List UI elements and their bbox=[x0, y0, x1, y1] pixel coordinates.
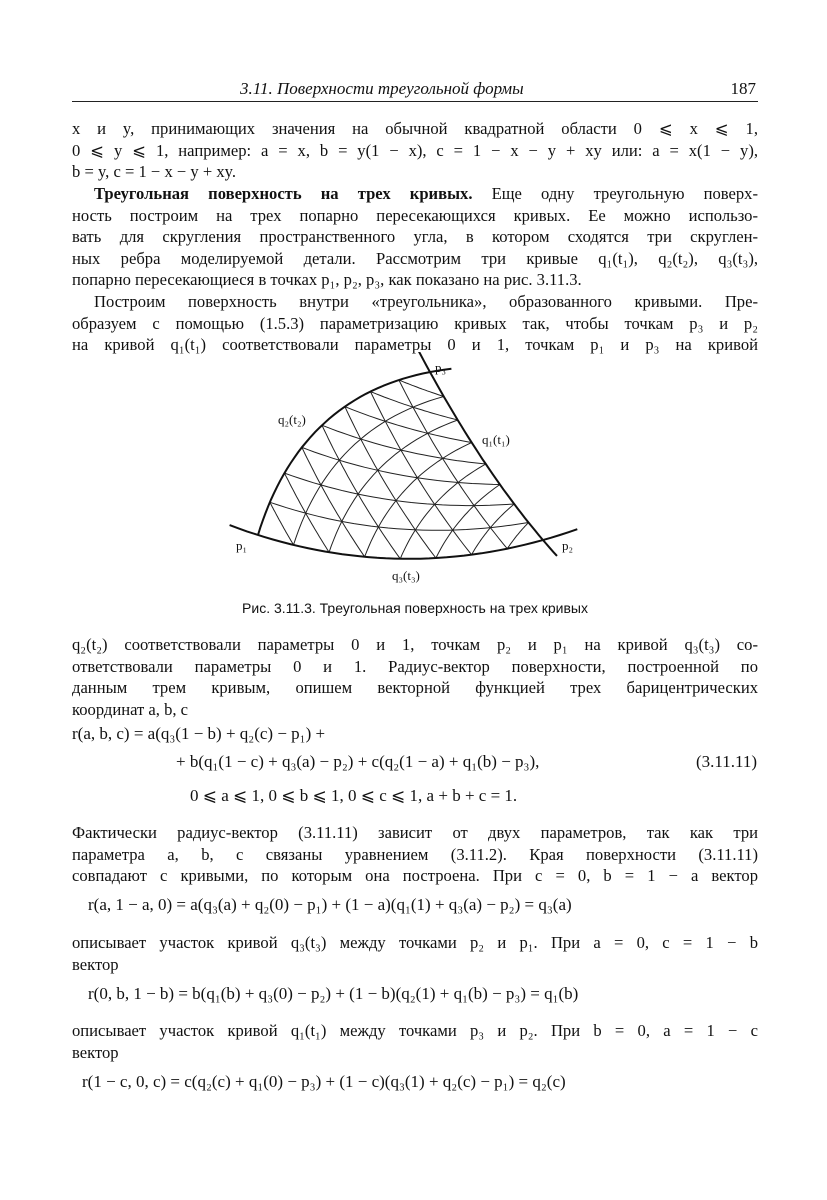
text-line: ответствовали параметры 0 и 1. Радиус-вектор поверхности, построенной по bbox=[72, 656, 758, 676]
page-number: 187 bbox=[730, 79, 756, 98]
text-line: q₂(t₂) соответствовали параметры 0 и 1, точкам p₂ и p₁ на кривой q₃(t₃) со- bbox=[72, 635, 758, 654]
equation-edge-q3: r(a, 1 − a, 0) = a(q₃(a) + q₂(0) − p₁) + (1 − a)(q₁(1) + q₃(a) − p₂) = q₃(a) bbox=[88, 895, 572, 914]
curve-q3 bbox=[230, 525, 578, 559]
label-p1: p₁ bbox=[236, 538, 248, 553]
section-title: 3.11. Поверхности треугольной формы bbox=[240, 79, 524, 98]
label-p3: p₃ bbox=[435, 360, 447, 375]
text-line: ных ребра моделируемой детали. Рассмотрим три кривые q₁(t₁), q₂(t₂), q₃(t₃), bbox=[72, 248, 758, 268]
iso-line-c bbox=[302, 447, 500, 484]
subsection-heading: Треугольная поверхность на трех кривых. bbox=[94, 184, 473, 203]
text-line: b = y, c = 1 − x − y + xy. bbox=[72, 162, 237, 182]
paragraph-intro bbox=[72, 118, 758, 183]
label-q3: q₃(t₃) bbox=[392, 568, 420, 583]
paragraph-triangular-surface bbox=[72, 183, 758, 291]
iso-line-b bbox=[294, 397, 444, 545]
label-p2: p₂ bbox=[562, 538, 574, 553]
iso-line-c bbox=[371, 392, 458, 420]
text-line: совпадают с кривыми, по которым она построена. При c = 0, b = 1 − a вектор bbox=[72, 866, 758, 886]
curve-q1 bbox=[417, 352, 557, 556]
text-line: данным трем кривым, опишем векторной функцией трех барицентрических bbox=[72, 678, 758, 698]
label-q2: q₂(t₂) bbox=[278, 412, 306, 427]
label-q1: q₁(t₁) bbox=[482, 432, 510, 447]
paragraph-construction bbox=[72, 291, 758, 356]
text-line: 0 ⩽ y ⩽ 1, например: a = x, b = y(1 − x), c = 1 − x − y + xy или: a = x(1 − y), bbox=[72, 140, 758, 160]
equation-3-11-11-constraints: 0 ⩽ a ⩽ 1, 0 ⩽ b ⩽ 1, 0 ⩽ c ⩽ 1, a + b + c = 1. bbox=[190, 786, 518, 805]
text-line: на кривой q₁(t₁) соответствовали параметры 0 и 1, точкам p₁ и p₃ на кривой bbox=[72, 335, 758, 355]
text-line: вектор bbox=[72, 1042, 119, 1062]
figure-3-11-3 bbox=[220, 352, 610, 592]
running-header bbox=[72, 79, 758, 102]
paragraph-edges bbox=[72, 822, 758, 887]
equation-3-11-11-line1: r(a, b, c) = a(q₃(1 − b) + q₂(c) − p₁) + bbox=[72, 724, 326, 743]
figure-caption: Рис. 3.11.3. Треугольная поверхность на трех кривых bbox=[242, 600, 588, 616]
text-line: x и y, принимающих значения на обычной квадратной области 0 ⩽ x ⩽ 1, bbox=[72, 119, 758, 138]
triangular-surface-diagram bbox=[220, 352, 610, 592]
paragraph-edge-q1 bbox=[72, 1020, 758, 1063]
text-line: ность построим на трех попарно пересекающихся кривых. Ее можно использо- bbox=[72, 205, 758, 225]
text-line: Построим поверхность внутри «треугольника», образованного кривыми. Пре- bbox=[94, 292, 758, 311]
text-line: Треугольная поверхность на трех кривых. Еще одну треугольную поверх- bbox=[94, 184, 758, 203]
equation-3-11-11-line2: + b(q₁(1 − c) + q₃(a) − p₂) + c(q₂(1 − a) + q₁(b) − p₃), bbox=[176, 752, 540, 771]
equation-number: (3.11.11) bbox=[695, 752, 757, 771]
iso-line-c bbox=[322, 425, 486, 464]
text-line: параметра a, b, c связаны уравнением (3.11.2). Края поверхности (3.11.11) bbox=[72, 844, 758, 864]
text-line: образуем с помощью (1.5.3) параметризацию кривых так, чтобы точкам p₃ и p₂ bbox=[72, 313, 758, 333]
text-line: вектор bbox=[72, 954, 119, 974]
text-line: попарно пересекающиеся в точках p₁, p₂, p₃, как показано на рис. 3.11.3. bbox=[72, 270, 582, 290]
text-line: описывает участок кривой q₃(t₃) между точками p₂ и p₁. При a = 0, c = 1 − b bbox=[72, 933, 758, 952]
iso-line-a bbox=[345, 407, 436, 558]
iso-line-a bbox=[399, 380, 507, 549]
curve-q2 bbox=[258, 369, 451, 535]
equation-edge-q2: r(1 − c, 0, c) = c(q₂(c) + q₁(0) − p₃) + (1 − c)(q₃(1) + q₂(c) − p₁) = q₂(c) bbox=[82, 1072, 566, 1091]
text-line: Фактически радиус-вектор (3.11.11) зависит от двух параметров, так как три bbox=[72, 823, 758, 842]
text-line: координат a, b, c bbox=[72, 699, 189, 719]
equation-edge-q1: r(0, b, 1 − b) = b(q₁(b) + q₃(0) − p₂) + (1 − b)(q₂(1) + q₁(b) − p₃) = q₁(b) bbox=[88, 984, 579, 1003]
text-line: вать для скругления пространственного угла, в котором сходятся три скруглен- bbox=[72, 227, 758, 247]
paragraph-parametrization bbox=[72, 634, 758, 720]
text-line: описывает участок кривой q₁(t₁) между точками p₃ и p₂. При b = 0, a = 1 − c bbox=[72, 1021, 758, 1040]
paragraph-edge-q3 bbox=[72, 932, 758, 975]
iso-line-b bbox=[436, 485, 500, 559]
iso-line-b bbox=[365, 443, 472, 557]
